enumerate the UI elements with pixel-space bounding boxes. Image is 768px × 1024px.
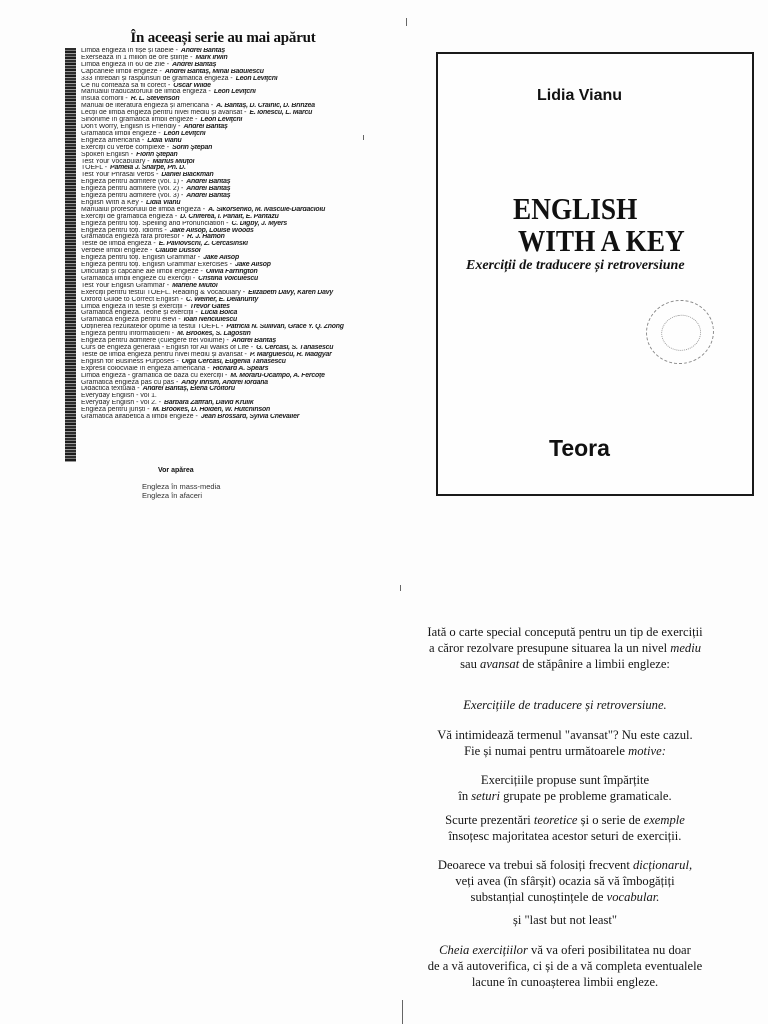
series-item-author: Patricia N. Sullivan, Grace Y. Q. Zhong xyxy=(226,324,344,331)
series-list-item xyxy=(81,110,371,117)
series-item-author: Andrei Bantaș xyxy=(180,48,226,54)
series-item-author: M. Brookes, D. Holden, W. Hutchinson xyxy=(152,407,271,414)
cover-author: Lidia Vianu xyxy=(537,87,623,104)
series-list-item xyxy=(81,234,371,241)
series-item-title: Gramatica engleză pentru elevi - xyxy=(81,317,181,324)
series-item-title: Exerciții pentru testul TOEFL. Reading & Vocabulary - xyxy=(81,289,246,296)
series-item-author: Barbara Zaffran, David Krulik xyxy=(164,400,254,407)
series-item-author: Jake Allsop, Louise Woods xyxy=(169,227,254,234)
series-item-title: Spoken English - xyxy=(81,151,134,158)
series-list-item xyxy=(81,248,371,255)
series-item-author: Sorin Ştepan xyxy=(172,144,213,151)
series-item-author: C. Weiner, E. Delahunty xyxy=(185,296,259,303)
series-item-title: Test Your English Grammar - xyxy=(81,282,170,289)
series-item-author: Olga Cercasi, Eugenia Tănăsescu xyxy=(181,358,286,365)
intro-line: veți avea (în sfârșit) ocazia să vă îmbogățiți xyxy=(455,874,675,888)
series-list-item xyxy=(81,283,371,290)
series-item-title: Engleza pentru toți. English Grammar - xyxy=(81,255,201,262)
series-item-title: Gramatica alfabetică a limbii engleze - xyxy=(81,414,198,421)
series-item-author: A. Bantaș, D. Crainic, D. Brinzea xyxy=(216,103,315,110)
series-item-author: Jake Allsop xyxy=(234,262,271,269)
series-list-item xyxy=(81,373,371,380)
series-item-title: English With a Key - xyxy=(81,199,144,206)
series-item-author: R. J. Hamon xyxy=(187,234,225,241)
series-list-item xyxy=(81,179,371,186)
series-list-item xyxy=(81,165,371,172)
series-list-item xyxy=(81,69,371,76)
series-list-item xyxy=(81,304,371,311)
cover-subtitle: Exerciții de traducere și retroversiune xyxy=(466,258,685,273)
series-item-title: Exersează în 1 milion de ore științe - xyxy=(81,54,193,61)
series-item-title: 333 întrebări și răspunsuri de gramatica engleză - xyxy=(81,75,233,82)
series-item-title: Sinonime în gramatica limbii engleze - xyxy=(81,117,198,124)
series-item-title: Exerciții de gramatică engleză - xyxy=(81,213,178,220)
series-list-item xyxy=(81,76,371,83)
series-item-title: Expresii colocviale în engleza americană - xyxy=(81,365,210,372)
series-item-title: Manual de literatură engleză și americană - xyxy=(81,103,214,110)
series-list-item xyxy=(81,380,371,387)
series-item-title: Manualul profesorului de limba engleză - xyxy=(81,206,206,213)
series-list-item xyxy=(81,83,371,90)
intro-line: substanțial cunoștințele de vocabular. xyxy=(470,890,660,904)
series-list-item xyxy=(81,172,371,179)
series-item-author: M. Brookes, S. Lagostin xyxy=(177,331,251,338)
series-list-item xyxy=(81,269,371,276)
series-item-title: Gramatica engleză. Teorie și exerciții - xyxy=(81,310,198,317)
intro-paragraph-7: și "last but not least" xyxy=(512,913,618,927)
series-item-title: Gramatica engleză fără profesor - xyxy=(81,234,185,241)
series-item-author: G. Cercasi, S. Tănăsescu xyxy=(256,344,334,351)
cover-title-line2: WITH A KEY xyxy=(518,223,685,258)
series-list-item xyxy=(81,393,371,400)
series-item-title: Capcanele limbii engleze - xyxy=(81,68,162,75)
gutter-mark xyxy=(363,135,364,140)
series-list-item xyxy=(81,331,371,338)
series-list-item xyxy=(81,214,371,221)
forthcoming-list xyxy=(142,482,220,500)
intro-paragraph-1 xyxy=(396,624,734,672)
forthcoming-item: Engleza în mass-media xyxy=(142,482,221,491)
series-item-author: Oscar Wilde xyxy=(173,82,211,89)
series-item-title: Limba engleză în 60 de zile - xyxy=(81,61,170,68)
series-list-item xyxy=(81,89,371,96)
series-list-item xyxy=(81,386,371,393)
series-item-title: Engleza pentru admitere (vol. 2) - xyxy=(81,186,184,193)
series-list-item xyxy=(81,345,371,352)
series-item-title: Engleza americană - xyxy=(81,137,145,144)
series-item-author: Andrei Bantaș, Mihai Bădulescu xyxy=(164,68,264,75)
series-item-title: Everyday English - vol 1. xyxy=(81,393,157,400)
series-item-title: English for Business Purposes - xyxy=(81,358,179,365)
series-item-title: Dificultăți și capcane ale limbii engleze - xyxy=(81,269,203,275)
intro-line: în seturi grupate pe probleme gramaticale. xyxy=(458,789,672,803)
intro-line: însoțesc majoritatea acestor seturi de exerciții. xyxy=(448,829,682,843)
series-list-item xyxy=(81,138,371,145)
series-list-item xyxy=(81,400,371,407)
series-item-title: Exerciții cu verbe complexe - xyxy=(81,144,170,151)
series-list-item xyxy=(81,103,371,110)
series-list-item xyxy=(81,159,371,166)
series-list-item xyxy=(81,241,371,248)
series-item-author: D. Chiferea, I. Panait, E. Pantazu xyxy=(180,213,279,220)
series-item-title: Ce nu contează să fii corect - xyxy=(81,82,171,89)
series-item-title: TOEFL - xyxy=(81,165,108,172)
series-item-author: Elizabeth Davy, Karen Davy xyxy=(248,289,333,296)
series-item-author: Jean Brossard, Sylvia Chevalier xyxy=(200,414,300,421)
series-list-item xyxy=(81,152,371,159)
series-item-title: Engleza pentru admitere (culegere trei volume) - xyxy=(81,338,229,345)
intro-line: sau avansat de stăpânire a limbii engleze: xyxy=(460,657,670,671)
series-margin-bar xyxy=(65,48,76,462)
intro-paragraph-6 xyxy=(396,857,734,905)
gutter-mark xyxy=(406,18,407,26)
series-item-title: Manualul traducătorului de limba engleză - xyxy=(81,89,211,96)
series-item-author: Jake Allsop xyxy=(203,255,239,262)
series-item-author: E. Pavlovschi, Z. Cercasinski xyxy=(158,241,248,248)
series-item-title: Engleza pentru informaticieni - xyxy=(81,331,175,338)
series-item-title: Oxford Guide to Correct English - xyxy=(81,296,183,303)
series-item-author: A. Sikorsenko, M. Ivăscule-Dârdăcioiu xyxy=(208,206,326,213)
series-item-title: Limba engleză - gramatica de bază cu exerciții - xyxy=(81,372,228,379)
series-list-item xyxy=(81,366,371,373)
intro-paragraph-5 xyxy=(396,812,734,844)
series-item-author: C. Digby, J. Myers xyxy=(231,220,287,227)
series-item-title: Curs de engleză generală - English for All Walks of Life - xyxy=(81,344,254,351)
series-item-author: Marlene Miutoi xyxy=(172,282,218,289)
series-list-item xyxy=(81,200,371,207)
series-item-author: Florin Ştepan xyxy=(136,151,178,158)
series-item-title: Gramatica limbii engleze - xyxy=(81,130,161,137)
gutter-mark xyxy=(400,585,401,591)
series-item-author: Ioan Nenciulescu xyxy=(183,317,238,324)
series-item-title: Didactica textuală - xyxy=(81,386,140,393)
series-list-item xyxy=(81,338,371,345)
series-item-title: Limba engleză în fișe și tabele - xyxy=(81,48,178,54)
intro-line: Vă intimidează termenul "avansat"? Nu este cazul. xyxy=(437,728,693,742)
series-list-item xyxy=(81,228,371,235)
series-list-item xyxy=(81,186,371,193)
series-item-author: Andrei Bantaș xyxy=(186,186,231,193)
series-item-author: Mark Irwin xyxy=(195,54,228,61)
series-list-item xyxy=(81,255,371,262)
cover-title-line1: ENGLISH xyxy=(513,191,638,226)
series-list-item xyxy=(81,297,371,304)
series-item-author: Leon Leviţchi xyxy=(200,117,243,124)
series-list-item xyxy=(81,324,371,331)
forthcoming-heading: Vor apărea xyxy=(158,467,194,474)
series-list-item xyxy=(81,276,371,283)
series-list-item xyxy=(81,359,371,366)
series-list-item xyxy=(81,414,371,421)
series-list-item xyxy=(81,131,371,138)
series-list-item xyxy=(81,207,371,214)
series-list-item xyxy=(81,48,371,55)
series-list-item xyxy=(81,145,371,152)
intro-line: Cheia exercițiilor vă va oferi posibilitatea nu doar xyxy=(439,943,691,957)
series-item-author: Andrei Bantaș xyxy=(186,179,231,186)
series-item-author: Cristina Voiculescu xyxy=(198,275,259,282)
series-heading: În aceeași serie au mai apărut xyxy=(130,30,316,46)
series-item-title: Engleza pentru admitere (vol. 3) - xyxy=(81,193,184,200)
series-item-author: Leon Leviţchi xyxy=(235,75,278,82)
series-list-item xyxy=(81,317,371,324)
series-item-title: Limba engleză în teste și exerciții - xyxy=(81,303,187,310)
intro-paragraph-4 xyxy=(396,772,734,804)
series-item-author: Richard A. Spears xyxy=(212,365,269,372)
intro-line: Iată o carte special concepută pentru un tip de exerciții xyxy=(427,625,703,639)
intro-line: Deoarece va trebui să folosiți frecvent dicționarul, xyxy=(437,858,693,872)
series-item-author: Andrei Bantaș xyxy=(172,61,217,68)
series-item-author: Marius Miuțoi xyxy=(152,158,195,165)
intro-line: Exercițiile propuse sunt împărțite xyxy=(480,773,650,787)
series-item-author: E. Ionescu, L. Marcu xyxy=(249,110,313,117)
series-item-author: Daniel Blackman xyxy=(161,172,214,179)
series-item-author: Pamela J. Sharpe, Ph. D. xyxy=(110,165,186,172)
intro-line: Scurte prezentări teoretice și o serie de exemple xyxy=(445,813,685,827)
intro-paragraph-2: Exercițiile de traducere și retroversiune. xyxy=(463,698,667,712)
series-list-item xyxy=(81,407,371,414)
series-item-title: Lecții de limba engleză pentru nivel mediu și avansat - xyxy=(81,110,247,117)
series-item-author: Andrei Bantaș, Elena Croitoru xyxy=(142,386,235,393)
gutter-mark xyxy=(402,1000,403,1024)
series-item-title: Engleza pentru toți. English Grammar Exercises - xyxy=(81,262,232,269)
series-item-title: Gramatica engleză pas cu pas - xyxy=(81,379,179,386)
series-item-author: Lidia Vianu xyxy=(146,199,181,206)
forthcoming-item: Engleza în afaceri xyxy=(142,491,203,500)
series-item-title: Everyday English - vol 2. - xyxy=(81,400,162,407)
series-item-author: Lucia Bolcă xyxy=(200,310,238,317)
series-item-author: Andy Inrism, Andrei Iordana xyxy=(181,379,268,386)
series-item-title: Engleza pentru admitere (vol. 1) - xyxy=(81,179,184,186)
series-list-item xyxy=(81,117,371,124)
series-list-item xyxy=(81,290,371,297)
series-item-title: Engleza pentru toți. Spelling and Pronunciation - xyxy=(81,220,229,227)
series-list xyxy=(81,48,371,421)
series-item-title: Test Your Vocabulary - xyxy=(81,158,150,165)
series-item-title: Gramatica limbii engleze cu exerciții - xyxy=(81,275,196,282)
intro-paragraph-3 xyxy=(396,727,734,759)
series-item-title: Engleza pentru toți. Idioms - xyxy=(81,227,167,234)
series-item-author: Andrei Bantaș xyxy=(183,123,228,130)
intro-line: Fie și numai pentru următoarele motive: xyxy=(464,744,666,758)
intro-line: lacune în cunoașterea limbii engleze. xyxy=(471,975,659,989)
series-list-item xyxy=(81,62,371,69)
book-cover xyxy=(436,52,754,496)
series-item-author: Andrei Bantaș xyxy=(231,338,276,345)
series-item-title: Teste de limba engleză pentru nivel mediu și avansat - xyxy=(81,351,247,358)
intro-line: de a vă autoverifica, ci și de a vă completa eventualele xyxy=(427,959,703,973)
intro-paragraph-8 xyxy=(396,942,734,990)
series-item-title: Obținerea rezultatelor optime la testul TOEFL - xyxy=(81,324,224,331)
series-list-item xyxy=(81,310,371,317)
series-list-item xyxy=(81,193,371,200)
series-item-author: P. Margulescu, R. Madgyar xyxy=(249,351,332,358)
series-item-title: Don't Worry, English is Friendly - xyxy=(81,123,181,130)
series-list-item xyxy=(81,96,371,103)
series-item-author: Claude Dussol xyxy=(155,248,201,255)
series-item-author: Lidia Vianu xyxy=(147,137,182,144)
series-item-author: Andrei Bantaș xyxy=(186,193,231,200)
series-list-item xyxy=(81,55,371,62)
series-list-item xyxy=(81,124,371,131)
series-item-title: Verbele limbii engleze - xyxy=(81,248,153,255)
series-item-author: Olivia Farrington xyxy=(205,269,258,275)
cover-publisher: Teora xyxy=(549,435,610,461)
series-list-item xyxy=(81,352,371,359)
series-item-author: M. Moraru-Ocampo, A. Fercoțe xyxy=(230,372,325,379)
series-item-title: Insula comorii - xyxy=(81,96,128,103)
series-item-title: Teste de limba engleză - xyxy=(81,241,156,248)
series-item-title: Test Your Phrasal Verbs - xyxy=(81,172,159,179)
series-item-author: Trevor Gates xyxy=(189,303,230,310)
series-list-item xyxy=(81,221,371,228)
series-list-item xyxy=(81,262,371,269)
series-item-author: Leon Leviţchi xyxy=(213,89,256,96)
series-item-title: Engleza pentru juriști - xyxy=(81,407,150,414)
intro-line: a căror rezolvare presupune situarea la un nivel mediu xyxy=(428,641,702,655)
series-item-author: R. L. Stevenson xyxy=(130,96,180,103)
series-item-author: Leon Leviţchi xyxy=(163,130,206,137)
